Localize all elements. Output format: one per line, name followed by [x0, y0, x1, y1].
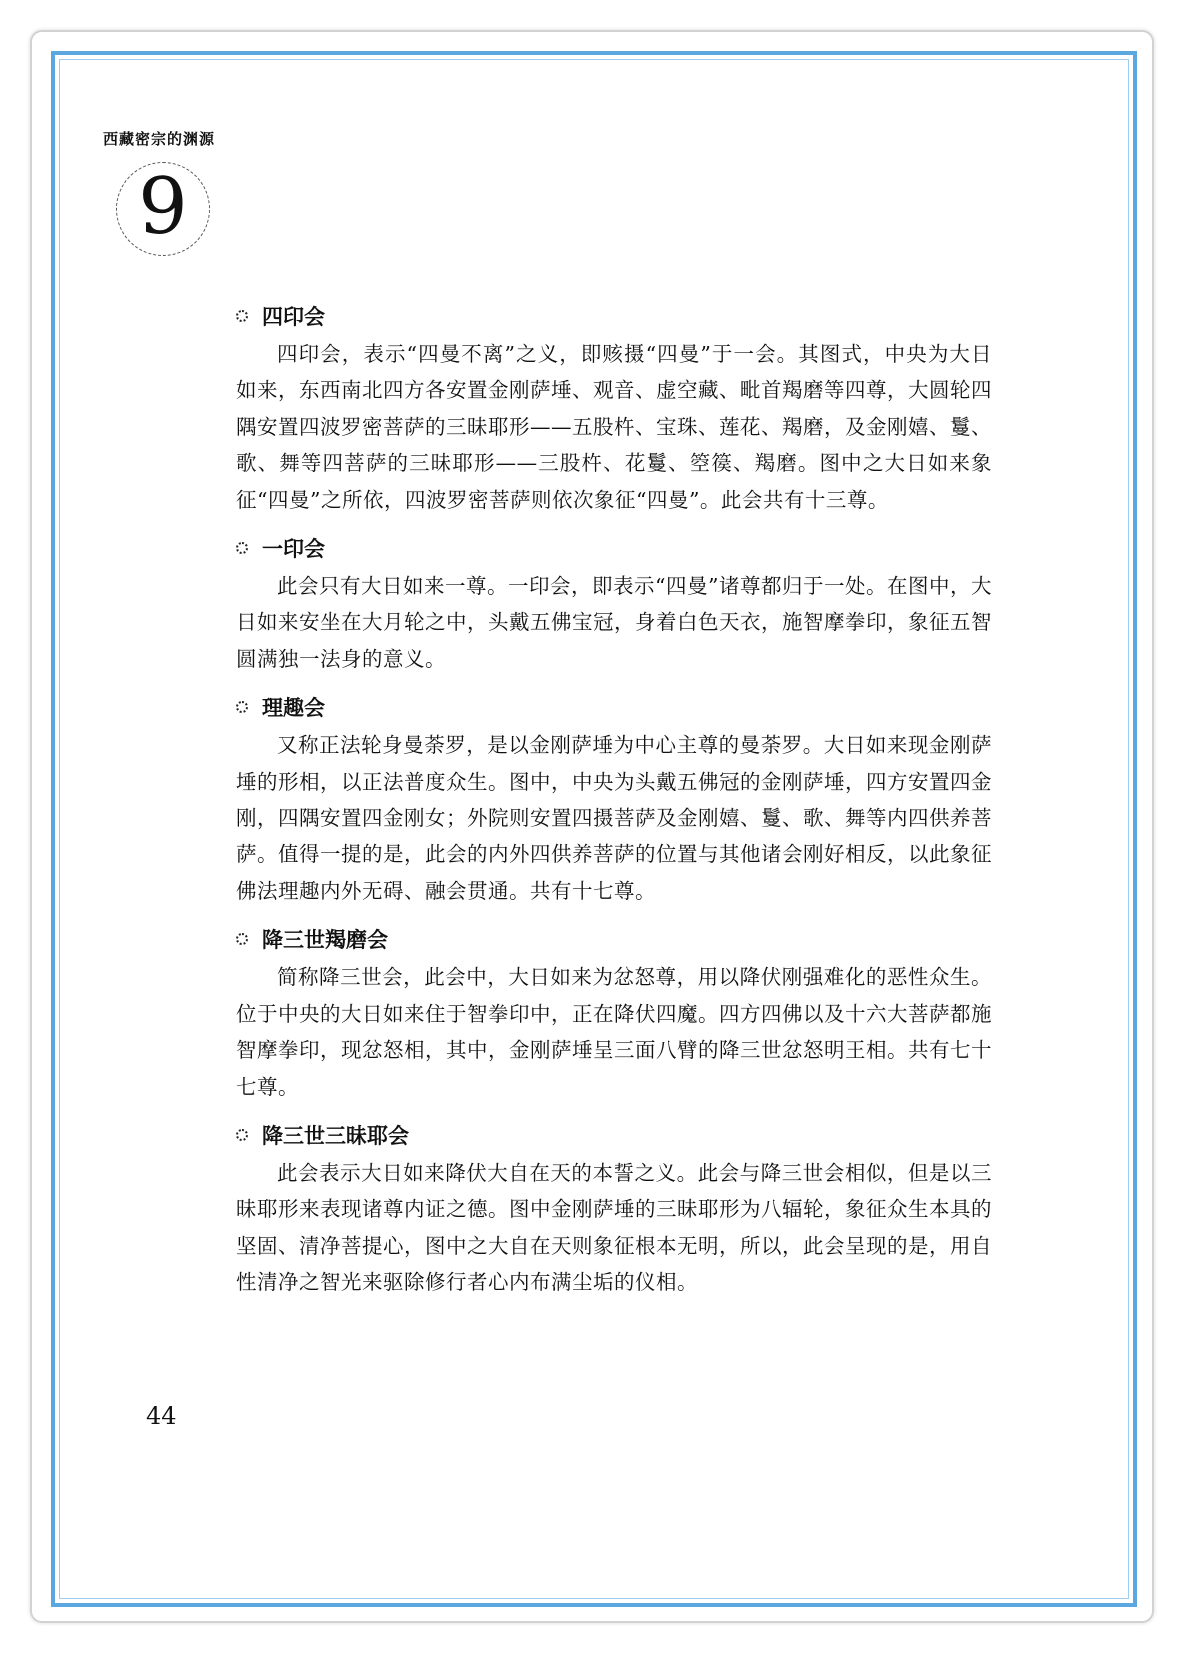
section-heading: 降三世羯磨会 — [262, 928, 388, 953]
section-li-qu-hui — [236, 691, 992, 909]
section-heading: 四印会 — [262, 305, 325, 329]
section-paragraph: 此会表示大日如来降伏大自在天的本誓之义。此会与降三世会相似，但是以三昧耶形来表现诸尊内证之德。图中金刚萨埵的三昧耶形为八辐轮，象征众生本具的坚固、清净菩提心，图中之大自在天则象征根本无明，所以，此会呈现的是，用自性清净之智光来驱除修行者心内布满尘垢的仪相。 — [236, 1160, 992, 1295]
bullet-icon — [236, 701, 248, 713]
bullet-icon — [236, 310, 248, 322]
page-number: 44 — [146, 1402, 177, 1430]
section-paragraph: 简称降三世会，此会中，大日如来为忿怒尊，用以降伏刚强难化的恶性众生。位于中央的大日如来住于智拳印中，正在降伏四魔。四方四佛以及十六大菩萨都施智摩拳印，现忿怒相，其中，金刚萨埵呈三面八臂的降三世忿怒明王相。共有七十七尊。 — [236, 965, 992, 1099]
section-heading: 降三世三昧耶会 — [262, 1123, 409, 1148]
section-xiang-san-shi-jie-mo-hui — [236, 923, 992, 1105]
section-si-yin-hui — [236, 300, 992, 518]
chapter-badge — [116, 162, 210, 256]
section-xiang-san-shi-san-mei-ye-hui — [236, 1119, 992, 1301]
section-yi-yin-hui — [236, 532, 992, 677]
section-heading: 理趣会 — [262, 696, 325, 721]
section-paragraph: 又称正法轮身曼荼罗，是以金刚萨埵为中心主尊的曼荼罗。大日如来现金刚萨埵的形相，以正法普度众生。图中，中央为头戴五佛冠的金刚萨埵，四方安置四金刚，四隅安置四金刚女；外院则安置四摄菩萨及金刚嬉、鬘、歌、舞等内四供养菩萨。值得一提的是，此会的内外四供养菩萨的位置与其他诸会刚好相反，以此象征佛法理趣内外无碍、融会贯通。共有十七尊。 — [236, 733, 992, 903]
bullet-icon — [236, 542, 248, 554]
bullet-icon — [236, 933, 248, 945]
section-paragraph: 此会只有大日如来一尊。一印会，即表示“四曼”诸尊都归于一处。在图中，大日如来安坐在大月轮之中，头戴五佛宝冠，身着白色天衣，施智摩拳印，象征五智圆满独一法身的意义。 — [236, 574, 992, 671]
section-paragraph: 四印会，表示“四曼不离”之义，即赅摄“四曼”于一会。其图式，中央为大日如来，东西南北四方各安置金刚萨埵、观音、虚空藏、毗首羯磨等四尊，大圆轮四隅安置四波罗密菩萨的三昧耶形——五股杵、宝珠、莲花、羯磨，及金刚嬉、鬘、歌、舞等四菩萨的三昧耶形——三股杵、花鬘、箜篌、羯磨。图中之大日如来象征“四曼”之所依，四波罗密菩萨则依次象征“四曼”。此会共有十三尊。 — [236, 342, 992, 512]
main-content — [236, 300, 992, 1315]
section-heading: 一印会 — [262, 537, 325, 562]
chapter-number: 9 — [138, 162, 188, 252]
running-title: 西藏密宗的渊源 — [103, 130, 216, 148]
bullet-icon — [236, 1129, 248, 1141]
